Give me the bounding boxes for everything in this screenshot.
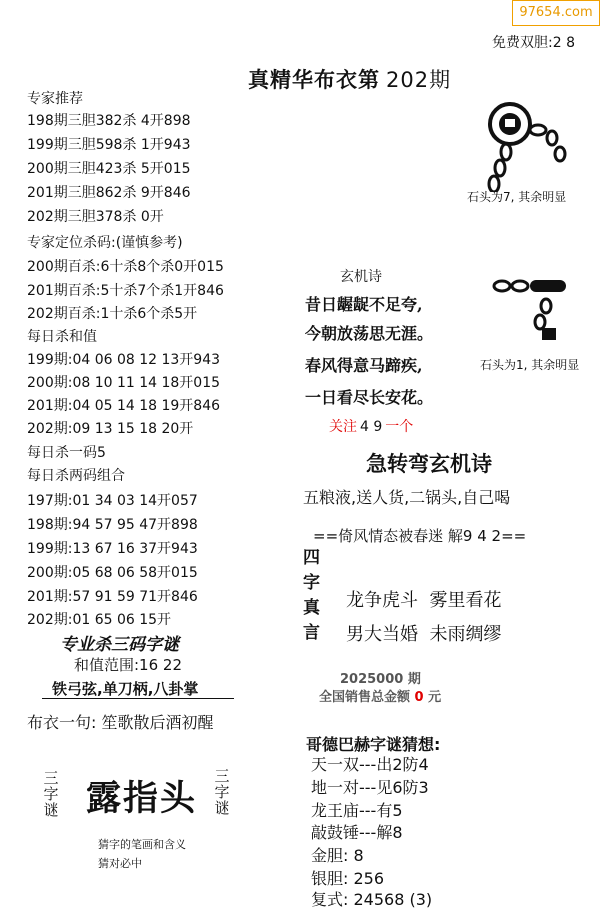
four-char-side xyxy=(303,546,325,646)
list-item: 200期百杀:6十杀8个杀0开015 xyxy=(27,259,224,275)
xuanji-label: 玄机诗 xyxy=(340,269,382,285)
list-item: 197期:01 34 03 14开057 xyxy=(27,493,198,509)
list-item: 199期:13 67 16 37开943 xyxy=(27,541,198,557)
expert-heading: 专家推荐 xyxy=(27,91,83,107)
sales-issue: 2025000 期 xyxy=(340,672,421,687)
list-item: 复式: 24568 (3) xyxy=(311,890,433,909)
side-char: 言 xyxy=(303,623,320,643)
poem-line: 昔日龌龊不足夸, xyxy=(305,295,423,314)
list-item: 202期:01 65 06 15开 xyxy=(27,612,172,628)
stone-note-7: 石头为7, 其余明显 xyxy=(467,190,567,204)
list-item: 地一对---见6防3 xyxy=(311,778,429,797)
list-item: 202期三胆378杀 0开 xyxy=(27,209,164,225)
list-item: 201期:57 91 59 71开846 xyxy=(27,589,198,605)
buyi-line: 布衣一句: 笙歌散后酒初醒 xyxy=(27,713,214,732)
focus-suffix: 一个 xyxy=(385,419,414,435)
stone-chain-1-icon xyxy=(490,272,600,352)
focus-numbers: 4 9 xyxy=(360,419,383,435)
puzzle-hint-2: 猜对必中 xyxy=(98,857,142,870)
list-item: 银胆: 256 xyxy=(311,869,385,888)
daily-sum-heading: 每日杀和值 xyxy=(27,329,97,345)
list-item: 天一双---出2防4 xyxy=(311,755,429,774)
gdbh-title: 哥德巴赫字谜猜想: xyxy=(306,735,441,754)
list-item: 199期:04 06 08 12 13开943 xyxy=(27,352,221,368)
title-main: 真精华布衣第 xyxy=(248,68,380,92)
page-title xyxy=(248,64,451,94)
daily-one-text: 每日杀一码5 xyxy=(27,445,106,461)
list-item: 198期三胆382杀 4开898 xyxy=(27,113,191,129)
jizhuan-line: 五粮液,送人货,二锅头,自己喝 xyxy=(303,488,511,507)
divider xyxy=(42,698,234,699)
puzzle-side-right: 三字谜 xyxy=(214,767,230,817)
sales-unit: 元 xyxy=(428,690,442,705)
poem-line: 春风得意马蹄疾, xyxy=(305,356,423,375)
site-watermark: 97654.com xyxy=(512,0,600,26)
side-char: 字 xyxy=(303,573,320,593)
puzzle-hint-1: 猜字的笔画和含义 xyxy=(98,838,186,851)
puzzle-answer: 露指头 xyxy=(86,779,198,819)
sales-line xyxy=(319,686,441,705)
list-item: 202期:09 13 15 18 20开 xyxy=(27,421,194,437)
list-item: 200期:05 68 06 58开015 xyxy=(27,565,198,581)
stone-chain-7-icon xyxy=(478,96,598,192)
list-item: 金胆: 8 xyxy=(311,846,364,865)
poem-line: 今朝放荡思无涯。 xyxy=(305,324,434,343)
tiles-text: 铁弓弦,单刀柄,八卦掌 xyxy=(52,680,199,698)
puzzle-side-left: 三字谜 xyxy=(43,769,59,819)
sales-amount: 0 xyxy=(414,690,424,705)
list-item: 201期三胆862杀 9开846 xyxy=(27,185,191,201)
daily-two-heading: 每日杀两码组合 xyxy=(27,468,125,484)
four-char-row-1: 龙争虎斗 雾里看花 xyxy=(346,590,502,611)
side-char: 真 xyxy=(303,598,320,618)
list-item: 198期:94 57 95 47开898 xyxy=(27,517,198,533)
sales-label: 全国销售总金额 xyxy=(319,690,411,705)
list-item: 200期:08 10 11 14 18开015 xyxy=(27,375,221,391)
list-item: 200期三胆423杀 5开015 xyxy=(27,161,191,177)
stone-note-1: 石头为1, 其余明显 xyxy=(480,358,580,372)
focus-line xyxy=(329,416,413,436)
list-item: 敲鼓锤---解8 xyxy=(311,823,403,842)
list-item: 龙王庙---有5 xyxy=(311,801,403,820)
four-char-row-2: 男大当婚 未雨绸缪 xyxy=(346,624,502,645)
sum-range: 和值范围:16 22 xyxy=(74,656,182,674)
list-item: 201期百杀:5十杀7个杀1开846 xyxy=(27,283,224,299)
focus-prefix: 关注 xyxy=(329,419,357,435)
free-pair-text: 免费双胆:2 8 xyxy=(492,35,575,51)
title-issue: 202期 xyxy=(386,68,452,92)
poem-line: 一日看尽长安花。 xyxy=(305,388,434,407)
list-item: 201期:04 05 14 18 19开846 xyxy=(27,398,221,414)
side-char: 四 xyxy=(303,548,320,568)
jizhuan-sub: ==倚风情态被春迷 解9 4 2== xyxy=(313,527,527,545)
position-kill-heading: 专家定位杀码:(谨慎参考) xyxy=(27,235,183,251)
pro-kill-title: 专业杀三码字谜 xyxy=(60,635,179,655)
list-item: 199期三胆598杀 1开943 xyxy=(27,137,191,153)
list-item: 202期百杀:1十杀6个杀5开 xyxy=(27,306,198,322)
jizhuan-title: 急转弯玄机诗 xyxy=(366,452,492,476)
